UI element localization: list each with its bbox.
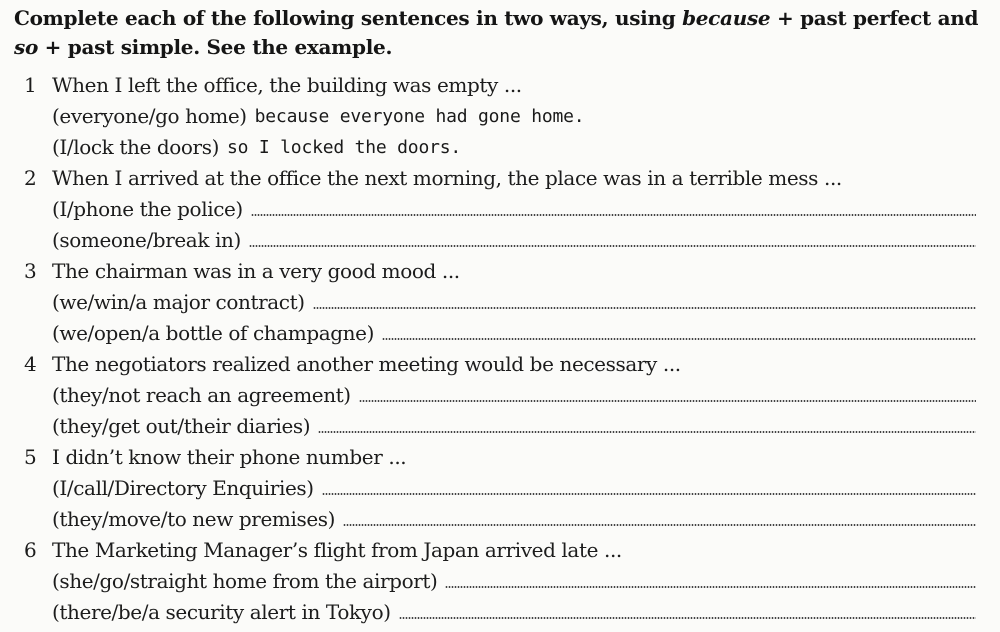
item-2-line-b bbox=[52, 225, 976, 255]
instructions-text-1: Complete each of the following sentences in two ways, using bbox=[14, 6, 683, 30]
item-4-stem bbox=[0, 349, 1000, 379]
prompt-cue: (someone/break in) bbox=[52, 228, 241, 252]
item-number: 4 bbox=[24, 352, 37, 376]
item-stem-text: The negotiators realized another meeting would be necessary ... bbox=[52, 352, 681, 376]
answer-blank[interactable] bbox=[318, 431, 976, 433]
item-1-line-b bbox=[52, 132, 976, 162]
prompt-cue: (they/not reach an agreement) bbox=[52, 383, 351, 407]
item-6-line-a bbox=[52, 566, 976, 596]
answer-blank[interactable] bbox=[313, 307, 976, 309]
item-number: 3 bbox=[24, 259, 37, 283]
answer-blank[interactable] bbox=[359, 400, 976, 402]
prompt-cue: (they/get out/their diaries) bbox=[52, 414, 311, 438]
instructions-text-2: + past perfect and bbox=[770, 6, 979, 30]
item-1-stem bbox=[0, 70, 1000, 100]
exercise-instructions bbox=[14, 4, 984, 62]
prompt-cue: (we/win/a major contract) bbox=[52, 290, 305, 314]
item-5-line-a bbox=[52, 473, 976, 503]
prompt-cue: (there/be/a security alert in Tokyo) bbox=[52, 600, 391, 624]
item-3-stem bbox=[0, 256, 1000, 286]
item-number: 6 bbox=[24, 538, 37, 562]
prompt-cue: (I/lock the doors) bbox=[52, 135, 219, 159]
item-4-line-b bbox=[52, 411, 976, 441]
item-stem-text: The chairman was in a very good mood ... bbox=[52, 259, 460, 283]
item-number: 1 bbox=[24, 73, 37, 97]
answer-blank[interactable] bbox=[251, 214, 976, 216]
item-6-line-b bbox=[52, 597, 976, 627]
prompt-cue: (everyone/go home) bbox=[52, 104, 247, 128]
handwritten-answer: because everyone had gone home. bbox=[254, 105, 585, 127]
instructions-keyword-so: so bbox=[14, 35, 38, 59]
answer-blank[interactable] bbox=[399, 617, 976, 619]
handwritten-answer: so I locked the doors. bbox=[226, 136, 461, 158]
item-4-line-a bbox=[52, 380, 976, 410]
prompt-cue: (I/call/Directory Enquiries) bbox=[52, 476, 314, 500]
item-1-line-a bbox=[52, 101, 976, 131]
item-stem-text: The Marketing Manager’s flight from Japan arrived late ... bbox=[52, 538, 622, 562]
prompt-cue: (we/open/a bottle of champagne) bbox=[52, 321, 375, 345]
prompt-cue: (I/phone the police) bbox=[52, 197, 243, 221]
item-5-stem bbox=[0, 442, 1000, 472]
item-6-stem bbox=[0, 535, 1000, 565]
answer-blank[interactable] bbox=[249, 245, 976, 247]
prompt-cue: (she/go/straight home from the airport) bbox=[52, 569, 438, 593]
answer-blank[interactable] bbox=[382, 338, 976, 340]
item-5-line-b bbox=[52, 504, 976, 534]
instructions-text-3: + past simple. See the example. bbox=[38, 35, 393, 59]
item-number: 2 bbox=[24, 166, 37, 190]
item-2-stem bbox=[0, 163, 1000, 193]
item-stem-text: When I arrived at the office the next morning, the place was in a terrible mess ... bbox=[52, 166, 842, 190]
item-2-line-a bbox=[52, 194, 976, 224]
item-3-line-b bbox=[52, 318, 976, 348]
item-stem-text: I didn’t know their phone number ... bbox=[52, 445, 407, 469]
answer-blank[interactable] bbox=[445, 586, 976, 588]
item-3-line-a bbox=[52, 287, 976, 317]
item-number: 5 bbox=[24, 445, 37, 469]
prompt-cue: (they/move/to new premises) bbox=[52, 507, 336, 531]
instructions-keyword-because: because bbox=[682, 6, 771, 30]
answer-blank[interactable] bbox=[322, 493, 976, 495]
item-stem-text: When I left the office, the building was empty ... bbox=[52, 73, 522, 97]
answer-blank[interactable] bbox=[343, 524, 976, 526]
